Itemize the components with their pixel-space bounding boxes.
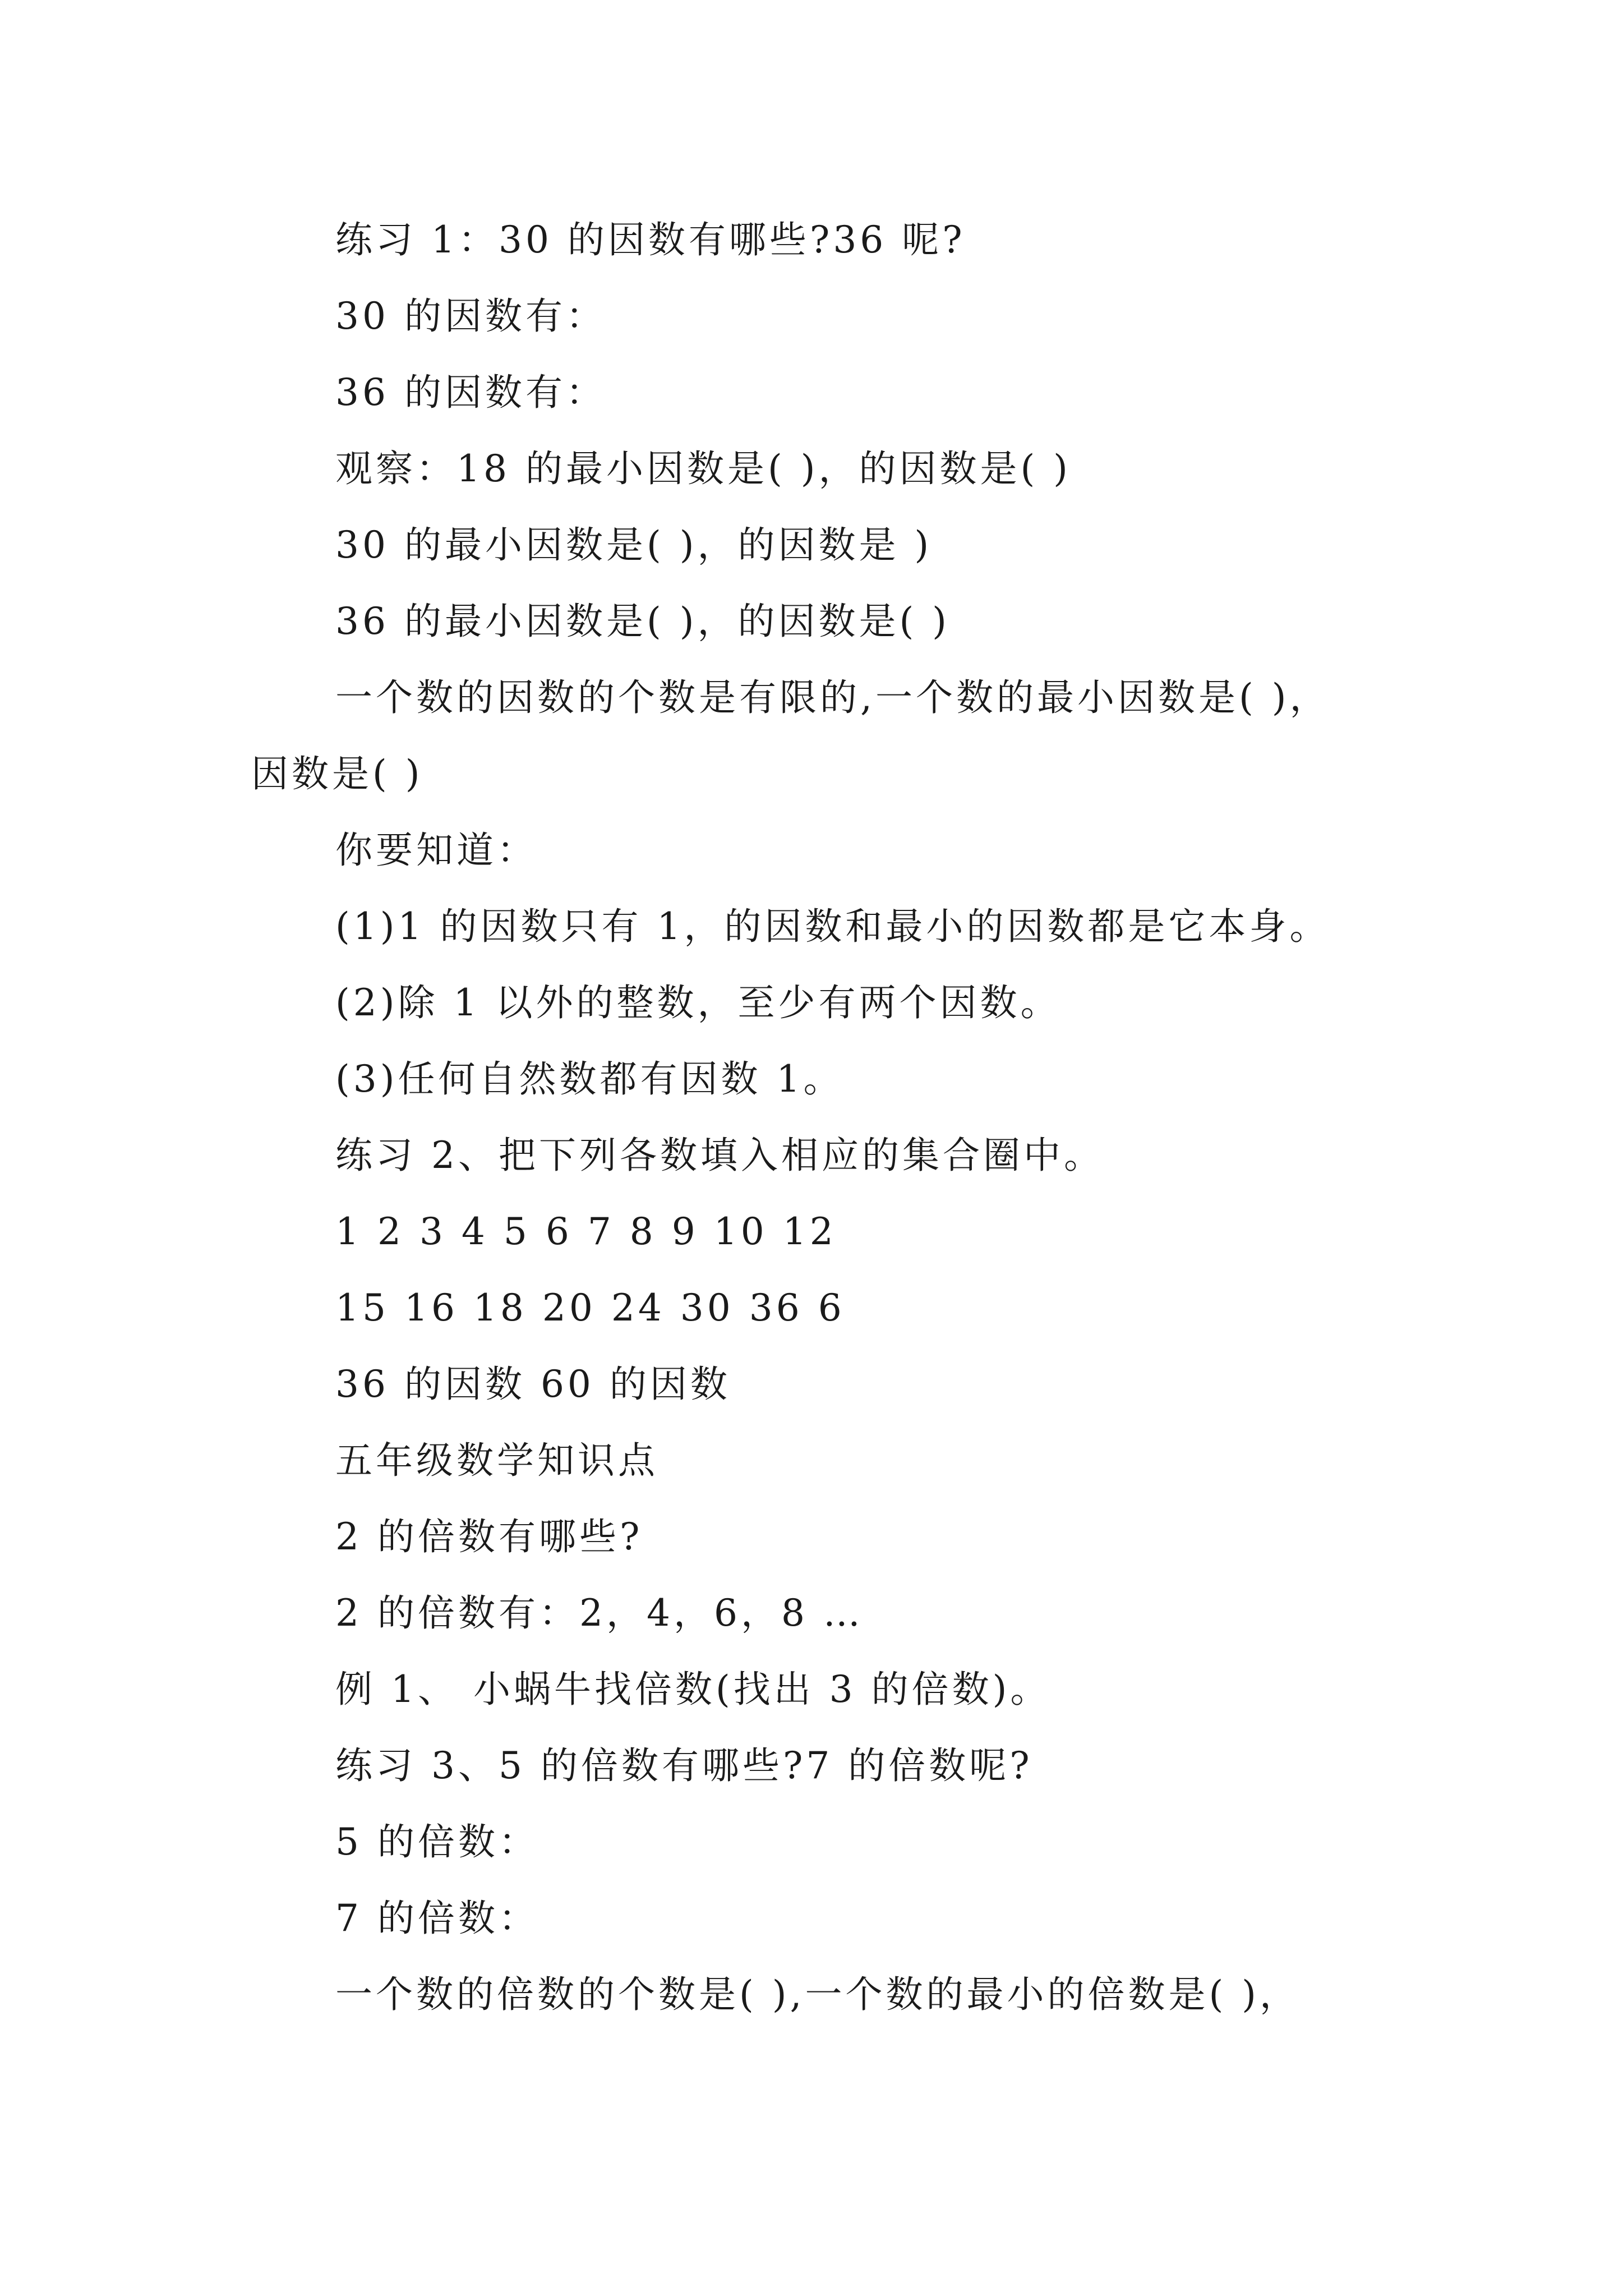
text-line: 36 的最小因数是( )，的因数是( ) (335, 600, 950, 643)
section-heading: 五年级数学知识点 (335, 1439, 658, 1482)
text-line: 36 的因数有： (335, 371, 606, 414)
text-line: 一个数的因数的个数是有限的,一个数的最小因数是( )， (335, 676, 1330, 719)
document-body (251, 202, 1435, 2033)
text-line: 练习 1：30 的因数有哪些?36 呢? (335, 218, 966, 261)
text-line: 7 的倍数： (335, 1897, 539, 1940)
text-line: 30 的最小因数是( )，的因数是 ) (335, 523, 933, 567)
text-line: 15 16 18 20 24 30 36 6 (335, 1286, 845, 1329)
text-line: 练习 2、把下列各数填入相应的集合圈中。 (335, 1134, 1104, 1177)
text-line: 2 的倍数有：2，4，6，8 … (335, 1591, 864, 1635)
text-line: 1 2 3 4 5 6 7 8 9 10 12 (335, 1210, 837, 1253)
text-line: (2)除 1 以外的整数，至少有两个因数。 (335, 981, 1061, 1024)
text-line: (1)1 的因数只有 1，的因数和最小的因数都是它本身。 (335, 905, 1330, 948)
text-line: 36 的因数 60 的因数 (335, 1363, 731, 1406)
text-line: 5 的倍数： (335, 1820, 539, 1864)
text-line: 观察：18 的最小因数是( )，的因数是( ) (335, 447, 1071, 490)
text-line: 2 的倍数有哪些? (335, 1515, 643, 1558)
text-line-continuation: 因数是( ) (251, 752, 423, 795)
text-line: 你要知道： (335, 829, 537, 872)
text-line: 练习 3、5 的倍数有哪些?7 的倍数呢? (335, 1744, 1033, 1787)
text-line: (3)任何自然数都有因数 1。 (335, 1057, 844, 1101)
text-line: 例 1、 小蜗牛找倍数(找出 3 的倍数)。 (335, 1668, 1051, 1711)
text-line: 一个数的倍数的个数是( ),一个数的最小的倍数是( )， (335, 1973, 1300, 2016)
text-line: 30 的因数有： (335, 295, 606, 338)
